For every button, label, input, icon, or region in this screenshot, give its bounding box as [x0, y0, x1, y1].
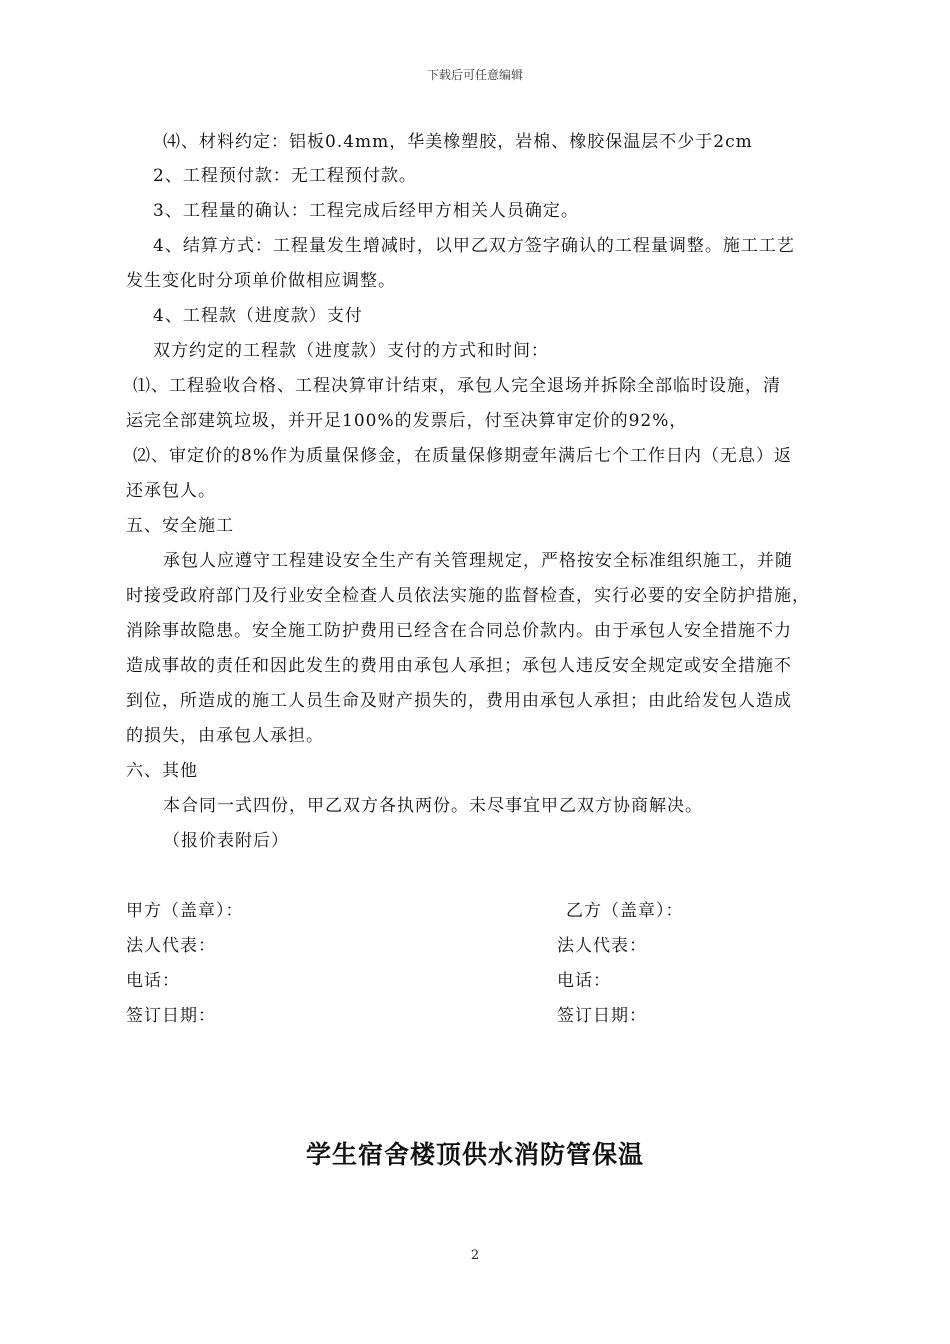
body-line: 2、工程预付款：无工程预付款。 — [153, 166, 417, 186]
body-line: 双方约定的工程款（进度款）支付的方式和时间： — [153, 341, 549, 361]
party-a-phone: 电话： — [126, 971, 180, 991]
body-line: ⑷、材料约定：铝板0.4mm，华美橡塑胶，岩棉、橡胶保温层不少于2cm — [163, 132, 753, 152]
document-title: 学生宿舍楼顶供水消防管保温 — [305, 1140, 644, 1169]
body-line: 4、结算方式：工程量发生增减时，以甲乙双方签字确认的工程量调整。施工工艺 — [153, 236, 795, 256]
party-a-date: 签订日期： — [126, 1006, 216, 1026]
body-line: 3、工程量的确认：工程完成后经甲方相关人员确定。 — [153, 201, 579, 221]
body-line: 的损失，由承包人承担。 — [126, 726, 324, 746]
body-line: 本合同一式四份，甲乙双方各执两份。未尽事宜甲乙双方协商解决。 — [163, 796, 703, 816]
body-line: 消除事故隐患。安全施工防护费用已经含在合同总价款内。由于承包人安全措施不力 — [126, 621, 792, 641]
section-heading: 五、安全施工 — [126, 516, 234, 536]
body-line: 还承包人。 — [126, 481, 216, 501]
party-b-legal-rep: 法人代表： — [557, 936, 647, 956]
party-b-phone: 电话： — [557, 971, 611, 991]
body-line: 造成事故的责任和因此发生的费用由承包人承担；承包人违反安全规定或安全措施不 — [126, 656, 792, 676]
party-b-date: 签订日期： — [557, 1006, 647, 1026]
page-number: 2 — [470, 1248, 480, 1263]
party-a-legal-rep: 法人代表： — [126, 936, 216, 956]
body-line: 时接受政府部门及行业安全检查人员依法实施的监督检查，实行必要的安全防护措施， — [126, 586, 810, 606]
body-line: 承包人应遵守工程建设安全生产有关管理规定，严格按安全标准组织施工，并随 — [163, 551, 793, 571]
body-line: 4、工程款（进度款）支付 — [153, 306, 363, 326]
body-line: 发生变化时分项单价做相应调整。 — [126, 271, 396, 291]
body-line: ⑴、工程验收合格、工程决算审计结束，承包人完全退场并拆除全部临时设施，清 — [133, 376, 781, 396]
body-line: 到位，所造成的施工人员生命及财产损失的，费用由承包人承担；由此给发包人造成 — [126, 691, 792, 711]
party-a-seal: 甲方（盖章）： — [126, 901, 244, 921]
body-line: 运完全部建筑垃圾，并开足100%的发票后，付至决算审定价的92%， — [126, 411, 688, 431]
body-line: （报价表附后） — [163, 831, 289, 851]
body-line: ⑵、审定价的8%作为质量保修金，在质量保修期壹年满后七个工作日内（无息）返 — [133, 446, 792, 466]
page-header-note: 下载后可任意编辑 — [426, 68, 523, 82]
section-heading: 六、其他 — [126, 761, 198, 781]
party-b-seal: 乙方（盖章）： — [566, 901, 684, 921]
